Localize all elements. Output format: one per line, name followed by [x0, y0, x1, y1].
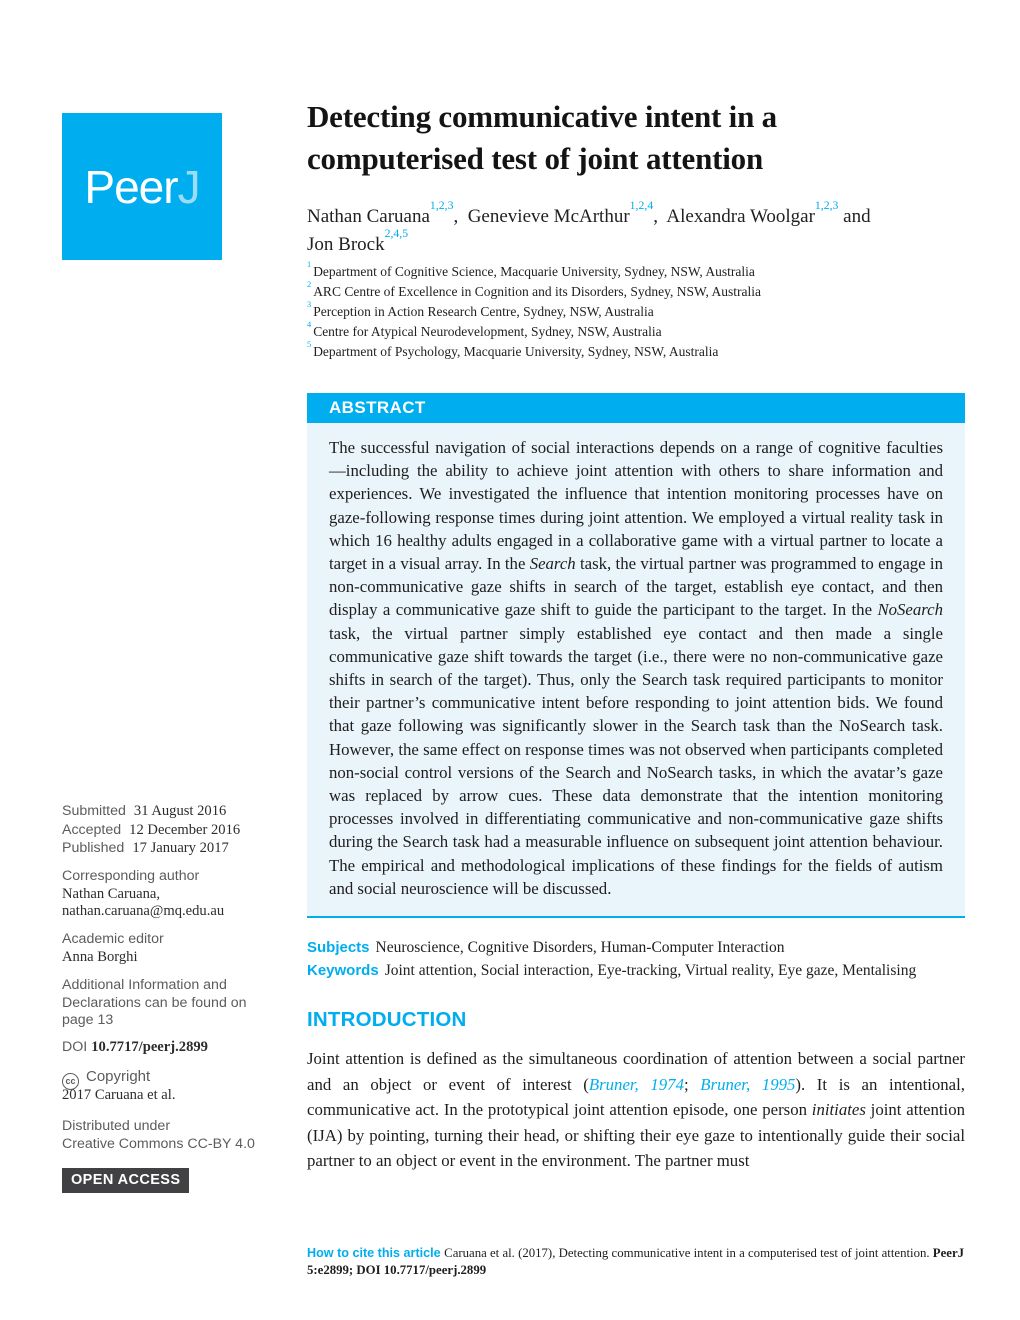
- sidebar-doi: [62, 1038, 307, 1057]
- affiliation-row: [307, 339, 965, 362]
- published-row: [62, 839, 307, 858]
- how-to-cite: [307, 1245, 967, 1279]
- affiliation-row: [307, 259, 965, 282]
- abstract-heading-label: ABSTRACT: [329, 398, 426, 417]
- sidebar-license: [62, 1118, 307, 1153]
- text-segment: How to cite this article: [307, 1246, 445, 1260]
- submitted-label: Submitted: [62, 803, 126, 819]
- text-segment: NoSearch: [877, 600, 943, 620]
- affiliation-text: Perception in Action Research Centre, Sydney, NSW, Australia: [313, 304, 654, 319]
- copyright-value: 2017 Caruana et al.: [62, 1086, 176, 1103]
- affiliation-number: 1: [307, 259, 312, 269]
- affiliation-number: 3: [307, 299, 312, 309]
- page-title: [307, 96, 965, 180]
- abstract-heading: [307, 393, 965, 423]
- author-affiliation-superscript: 2,4,5: [384, 227, 409, 241]
- text-segment: task, the virtual partner was programmed to engage in non-communicative gaze shifts in search of the target, establish eye contact, and then display a communicative gaze shift to guide the participant to the target. In the: [329, 554, 943, 620]
- academic-editor-name: Anna Borghi: [62, 948, 138, 965]
- author-name: Jon Brock: [307, 234, 385, 255]
- sidebar-academic-editor: [62, 931, 307, 966]
- affiliation-list: [307, 259, 965, 362]
- copyright-row: [62, 1068, 307, 1087]
- corresponding-author-name: Nathan Caruana,: [62, 885, 161, 902]
- text-segment: task, the virtual partner simply established eye contact and then made a single communicative gaze shift towards the target (i.e., there were no non-communicative gaze shifts in search of the target). Thus, only the Search task required participants to monitor their partner’s communicative intent before responding to joint attention bids. We found that gaze following was significantly slower in the Search task than the NoSearch task. However, the same effect on response times was not observed when participants completed non-social control versions of the Search and NoSearch tasks, in which the avatar’s gaze was replaced by arrow cues. These data demonstrate that the intention monitoring processes involved in differentiating communicative and non-communicative gaze shifts during the Search task had a measurable influence on subsequent joint attention behaviour. The empirical and methodological implications of these findings for the fields of autism and social neuroscience will be discussed.: [329, 623, 943, 898]
- author-name: Alexandra Woolgar: [666, 206, 815, 227]
- subjects-label: Subjects: [307, 939, 370, 956]
- text-segment: ). It is an intentional, communicative act. In the prototypical joint attention episode, one person: [307, 1074, 965, 1119]
- accepted-label: Accepted: [62, 821, 122, 838]
- license-name[interactable]: Creative Commons CC-BY 4.0: [62, 1135, 255, 1152]
- peerj-logo-text: [84, 160, 199, 214]
- doi-value: 10.7717/peerj.2899: [91, 1039, 208, 1055]
- accepted-row: [62, 821, 307, 840]
- subjects-row: [307, 936, 965, 959]
- subjects-value: Neuroscience, Cognitive Disorders, Human-Computer Interaction: [375, 939, 785, 956]
- peerj-logo: [62, 113, 222, 260]
- citation-link[interactable]: Bruner, 1974: [588, 1074, 684, 1094]
- published-date: 17 January 2017: [132, 840, 229, 856]
- text-segment: The successful navigation of social interactions depends on a range of cognitive faculties—including the ability to achieve joint attention with others to share information and experiences. We investigated the influence that intention monitoring processes have on gaze-following response times during joint attention. We employed a virtual reality task in which 16 healthy adults engaged in a collaborative game with a virtual partner to locate a target in a visual array. In the: [329, 438, 943, 574]
- copyright-label: Copyright: [86, 1068, 151, 1085]
- author-name: Genevieve McArthur: [467, 206, 630, 227]
- submitted-date: 31 August 2016: [133, 803, 227, 819]
- author-affiliation-superscript: 1,2,4: [629, 199, 654, 213]
- cc-icon: cc: [62, 1073, 79, 1090]
- affiliation-row: [307, 299, 965, 322]
- additional-info-line-1: Additional Information and: [62, 977, 227, 993]
- submitted-row: [62, 802, 307, 821]
- text-segment: Caruana et al. (2017), Detecting communicative intent in a computerised test of joint attention.: [444, 1246, 933, 1260]
- keywords-row: [307, 959, 965, 982]
- corresponding-author-email[interactable]: nathan.caruana@mq.edu.au: [62, 903, 225, 919]
- open-access-badge: OPEN ACCESS: [62, 1168, 189, 1193]
- affiliation-text: Centre for Atypical Neurodevelopment, Sydney, NSW, Australia: [313, 324, 662, 339]
- author-affiliation-superscript: 1,2,3: [814, 199, 839, 213]
- text-segment: initiates: [811, 1100, 866, 1119]
- text-segment: Joint attention is defined as the simultaneous coordination of attention between a social partner and an object or event of interest (: [307, 1049, 965, 1094]
- title-line-2: computerised test of joint attention: [307, 141, 763, 176]
- additional-info-line-2: Declarations can be found on: [62, 994, 247, 1011]
- abstract-text: [307, 423, 965, 918]
- additional-info-line-3: page 13: [62, 1012, 114, 1028]
- keywords-label: Keywords: [307, 962, 379, 979]
- affiliation-number: 4: [307, 319, 312, 329]
- citation-link[interactable]: Bruner, 1995: [700, 1074, 796, 1094]
- sidebar-corresponding-author: [62, 868, 307, 921]
- affiliation-text: ARC Centre of Excellence in Cognition and its Disorders, Sydney, NSW, Australia: [313, 284, 762, 299]
- author-separator: and: [838, 206, 876, 227]
- sidebar-dates: [62, 802, 307, 858]
- introduction-text: [307, 1046, 965, 1174]
- title-line-1: Detecting communicative intent in a: [307, 99, 777, 134]
- author-separator: ,: [653, 206, 667, 227]
- peerj-logo-j: J: [177, 160, 200, 213]
- author-list: [307, 199, 965, 259]
- affiliation-text: Department of Psychology, Macquarie University, Sydney, NSW, Australia: [313, 344, 719, 359]
- text-segment: joint attention (IJA) by pointing, turning their head, or shifting their eye gaze to intentionally guide their social partner to an object or event in the environment. The partner must: [307, 1100, 965, 1170]
- author-separator: ,: [453, 206, 468, 227]
- keywords-value: Joint attention, Social interaction, Eye-tracking, Virtual reality, Eye gaze, Mentalising: [384, 962, 917, 979]
- accepted-date: 12 December 2016: [129, 821, 241, 838]
- text-segment: Search: [529, 554, 576, 574]
- affiliation-text: Department of Cognitive Science, Macquarie University, Sydney, NSW, Australia: [313, 264, 755, 279]
- author-affiliation-superscript: 1,2,3: [429, 199, 454, 213]
- affiliation-number: 5: [307, 339, 312, 349]
- corresponding-author-label: Corresponding author: [62, 868, 200, 884]
- sidebar-open-access: [62, 1168, 307, 1193]
- text-segment: PeerJ 5:e2899; DOI 10.7717/peerj.2899: [307, 1246, 965, 1277]
- affiliation-row: [307, 319, 965, 342]
- text-segment: ;: [683, 1074, 701, 1094]
- affiliation-row: [307, 279, 965, 302]
- published-label: Published: [62, 840, 125, 856]
- distributed-under-label: Distributed under: [62, 1118, 171, 1134]
- author-name: Nathan Caruana: [307, 206, 430, 227]
- introduction-heading: INTRODUCTION: [307, 1008, 467, 1031]
- doi-label: DOI: [62, 1039, 88, 1055]
- sidebar-copyright: [62, 1068, 307, 1104]
- academic-editor-label: Academic editor: [62, 931, 164, 947]
- peerj-logo-peer: Peer: [84, 160, 178, 213]
- sidebar-additional-info: [62, 977, 307, 1030]
- affiliation-number: 2: [307, 279, 312, 289]
